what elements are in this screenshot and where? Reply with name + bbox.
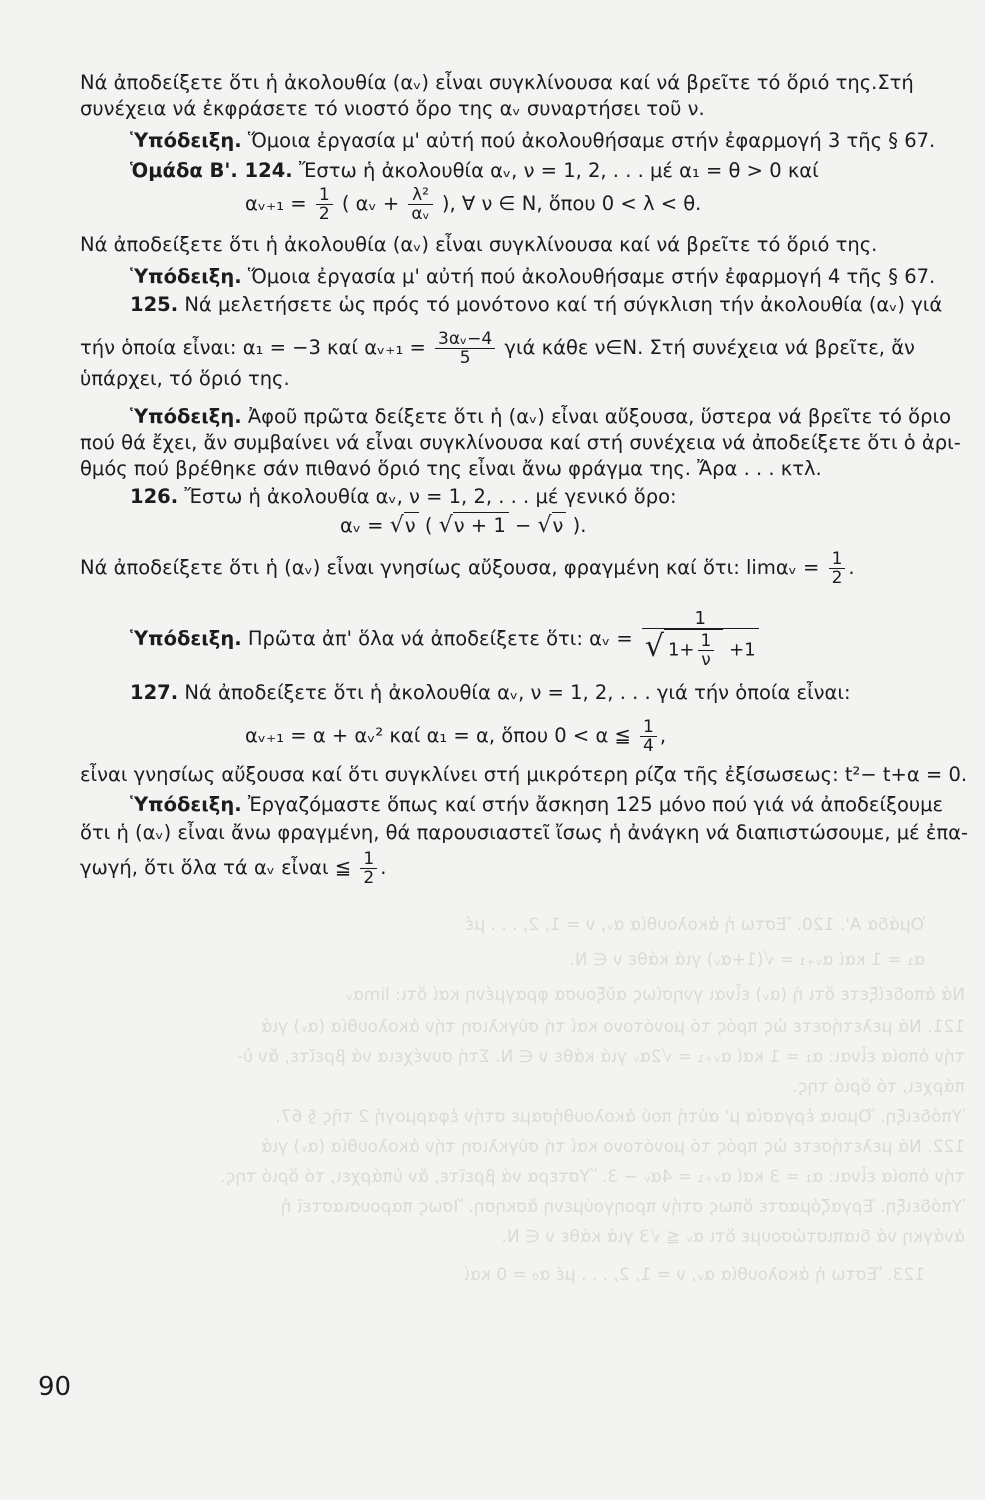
text-part: γιά κάθε ν∈N. Στή συνέχεια νά βρεῖτε, ἄν: [504, 336, 915, 359]
formula-124: [245, 186, 701, 223]
formula-part: ,: [659, 724, 667, 747]
radicand: ν: [404, 512, 419, 539]
formula-rhs: ), ∀ ν ∈ N, ὅπου 0 < λ < θ.: [441, 192, 702, 215]
formula-lhs: αᵥ =: [340, 514, 390, 537]
formula-part: αᵥ₊₁ = α + αᵥ² καί α₁ = α, ὅπου 0 < α ≦: [245, 724, 631, 747]
fraction: [408, 186, 432, 223]
numerator: 3αᵥ−4: [435, 330, 495, 349]
text-part: Νά ἀποδείξετε ὅτι ἡ (αᵥ) εἶναι γνησίως αὔξουσα, φραγμένη καί ὅτι: limαᵥ =: [80, 556, 820, 579]
formula-127: [245, 718, 666, 755]
denominator: 2: [363, 868, 375, 888]
text-part: τήν ὁποία εἶναι: α₁ = −3 καί αᵥ₊₁ =: [80, 336, 426, 359]
bleed-line: α₁ = 1 καί αᵥ₊₁ = √(1+αᵥ) γιά κάθε ν ∈ N.: [569, 950, 925, 970]
denominator: 4: [643, 736, 654, 756]
text-line: Νά ἀποδείξετε ὅτι ἡ ἀκολουθία (αᵥ) εἶναι συγκλίνουσα καί νά βρεῖτε τό ὅριό της.Στή: [80, 71, 914, 94]
hint-label: Ὑπόδειξη.: [130, 265, 242, 288]
bleed-line: Ὑπόδειξη. Ὅμοια ἐργασία μ' αὐτή πού ἀκολουθήσαμε στήν ἐφαρμογή 2 τῆς § 67.: [275, 1107, 965, 1127]
text-line: Νά ἀποδείξετε ὅτι ἡ ἀκολουθία (αᵥ) εἶναι συγκλίνουσα καί νά βρεῖτε τό ὅριό της.: [80, 233, 878, 256]
bleed-line: 122. Νά μελετήσετε ὡς πρός τό μονότονο καί τή σύγκλιση τήν ἀκολουθία (αᵥ) γιά: [261, 1137, 965, 1157]
bleed-line: τήν ὁποία εἶναι: α₁ = 3 καί αᵥ₊₁ = 4αᵥ − 3. Ὕστερα νά βρεῖτε, ἄν ὑπάρχει, τό ὅριό της.: [219, 1167, 965, 1187]
denominator: [642, 629, 759, 669]
formula-mid: ( αᵥ +: [341, 192, 400, 215]
numerator: 1: [360, 850, 377, 869]
bleed-line: ἀνάγκη νά διαπιστώσουμε ὅτι αᵥ ≦ √3 γιά κάθε ν ∈ N.: [501, 1227, 965, 1247]
formula-part: −: [508, 514, 538, 537]
exercise-text: Ἔστω ἡ ἀκολουθία αᵥ, ν = 1, 2, . . . μέ γενικό ὅρο:: [178, 485, 677, 508]
hint-text: Ἀφοῦ πρῶτα δείξετε ὅτι ἡ (αᵥ) εἶναι αὔξουσα, ὕστερα νά βρεῖτε τό ὅριο: [241, 405, 952, 428]
exercise-125-line: [130, 292, 985, 318]
exercise-125-formula-line: [80, 330, 940, 367]
radicand: [664, 629, 723, 669]
denominator: 5: [459, 348, 471, 368]
bleed-line: πάρχει, τό ὅριό της.: [792, 1077, 965, 1097]
radicand-part: 1+: [667, 639, 695, 661]
text-line: ὑπάρχει, τό ὅριό της.: [80, 367, 290, 390]
bleed-text-layer: [0, 800, 985, 1400]
fraction: [640, 718, 657, 755]
exercise-text: Ἔστω ἡ ἀκολουθία αᵥ, ν = 1, 2, . . . μέ α₁ = θ > 0 καί: [292, 159, 819, 182]
text-line: ὅτι ἡ (αᵥ) εἶναι ἄνω φραγμένη, θά παρουσιαστεῖ ἴσως ἡ ἀνάγκη νά διαπιστώσουμε, μέ ἐπα-: [80, 821, 969, 844]
fraction: [642, 610, 759, 669]
hint-label: Ὑπόδειξη.: [130, 405, 242, 428]
hint-text: Ὅμοια ἐργασία μ' αὐτή πού ἀκολουθήσαμε στήν ἐφαρμογή 3 τῆς § 67.: [241, 129, 936, 152]
exercise-text: Νά ἀποδείξετε ὅτι ἡ ἀκολουθία αᵥ, ν = 1, 2, . . . γιά τήν ὁποία εἶναι:: [178, 681, 851, 704]
exercise-124-line: [130, 158, 985, 184]
text-line: θμός πού βρέθηκε σάν πιθανό ὅριό της εἶναι ἄνω φράγμα της. Ἄρα . . . κτλ.: [80, 457, 822, 480]
bleed-line: Νά ἀποδείξετε ὅτι ἡ (αᵥ) εἶναι γνησίως αὔξουσα φραγμένη καί ὅτι: limαᵥ: [345, 985, 965, 1005]
reverse-page-bleed-through: [0, 800, 985, 1400]
text-part: .: [380, 856, 387, 879]
numerator: λ²: [408, 186, 432, 205]
exercise-number: 127.: [130, 681, 179, 704]
sqrt-symbol: √: [537, 513, 552, 538]
hint-line: [130, 792, 985, 818]
hint-text: Πρῶτα ἀπ' ὅλα νά ἀποδείξετε ὅτι: αᵥ =: [241, 627, 633, 650]
sqrt-symbol: √: [389, 513, 404, 538]
bleed-line: Ὑπόδειξη. Ἐργαζόμαστε ὅπως στήν προηγούμενη ἄσκηση. Ἴσως παρουσιαστεῖ ἡ: [280, 1197, 965, 1217]
fraction: [360, 850, 377, 887]
bleed-line: Ὁμάδα Α'. 120. Ἔστω ἡ ἀκολουθία αᵥ, ν = 1, 2, . . . μέ: [465, 915, 925, 935]
text-line: πού θά ἔχει, ἄν συμβαίνει νά εἶναι συγκλίνουσα καί στή συνέχεια νά ἀποδείξετε ὅτι ὁ ἀρι-: [80, 431, 961, 454]
group-label: Ὁμάδα Β'. 124.: [130, 159, 293, 182]
fraction: [698, 632, 715, 669]
fraction: [829, 550, 846, 587]
hint-text: Ἐργαζόμαστε ὅπως καί στήν ἄσκηση 125 μόνο πού γιά νά ἀποδείξουμε: [241, 793, 944, 816]
exercise-126-line: [130, 484, 985, 510]
hint-line: [130, 128, 985, 154]
hint-label: Ὑπόδειξη.: [130, 793, 242, 816]
bound-line: [80, 850, 940, 887]
exercise-number: 125.: [130, 293, 179, 316]
bleed-line: 121. Νά μελετήσετε ὡς πρός τό μονότονο καί τή σύγκλιση τήν ἀκολουθία (αᵥ) γιά: [261, 1017, 965, 1037]
bleed-line: τήν ὁποία εἶναι: α₁ = 1 καί αᵥ₊₁ = √2αᵥ γιά κάθε ν ∈ N. Στή συνέχεια νά βρεῖτε, ἄν ὑ-: [236, 1047, 965, 1067]
denominator: αᵥ: [411, 204, 430, 224]
formula-part: (: [418, 514, 439, 537]
denominator: 2: [831, 568, 843, 588]
exercise-text: Νά μελετήσετε ὡς πρός τό μονότονο καί τή σύγκλιση τήν ἀκολουθία (αᵥ) γιά: [178, 293, 943, 316]
limit-line: Νά ἀποδείξετε ὅτι ἡ (αᵥ) εἶναι γνησίως αὔξουσα, φραγμένη καί ὅτι: limαᵥ = $\frac{1}{2}$ .: [80, 549, 855, 588]
page-number: 90: [38, 1372, 72, 1402]
numerator: 1: [316, 186, 333, 205]
denominator-part: +1: [723, 639, 756, 661]
hint-line: [130, 610, 985, 669]
denominator: ν: [701, 650, 711, 670]
text-line: εἶναι γνησίως αὔξουσα καί ὅτι συγκλίνει στή μικρότερη ρίζα τῆς ἐξίσωσεως: t²− t+α = 0.: [80, 763, 968, 786]
numerator: 1: [829, 550, 846, 569]
hint-line: [130, 264, 985, 290]
radicand: ν + 1: [453, 512, 509, 539]
exercise-127-line: [130, 680, 985, 706]
numerator: 1: [640, 718, 657, 737]
denominator: 2: [318, 204, 330, 224]
radicand: ν: [552, 512, 567, 539]
exercise-number: 126.: [130, 485, 179, 508]
fraction: [316, 186, 333, 223]
fraction: [435, 330, 495, 367]
hint-label: Ὑπόδειξη.: [130, 129, 242, 152]
text-line: συνέχεια νά ἐκφράσετε τό νιοστό ὅρο της αᵥ συναρτήσει τοῦ ν.: [80, 97, 705, 120]
formula-126: [340, 512, 586, 539]
hint-text: Ὅμοια ἐργασία μ' αὐτή πού ἀκολουθήσαμε στήν ἐφαρμογή 4 τῆς § 67.: [241, 265, 936, 288]
bleed-line: 123. Ἔστω ἡ ἀκολουθία αᵥ, ν = 1, 2, . . . μέ α₀ = 0 καί: [463, 1265, 925, 1285]
formula-part: ).: [566, 514, 587, 537]
hint-label: Ὑπόδειξη.: [130, 627, 242, 650]
numerator: 1: [642, 610, 759, 629]
sqrt-symbol: √: [644, 628, 664, 664]
sqrt-symbol: √: [438, 513, 453, 538]
numerator: 1: [698, 632, 715, 651]
hint-line: [130, 404, 985, 430]
formula-lhs: αᵥ₊₁ =: [245, 192, 307, 215]
text-part: γωγή, ὅτι ὅλα τά αᵥ εἶναι ≦: [80, 856, 352, 879]
